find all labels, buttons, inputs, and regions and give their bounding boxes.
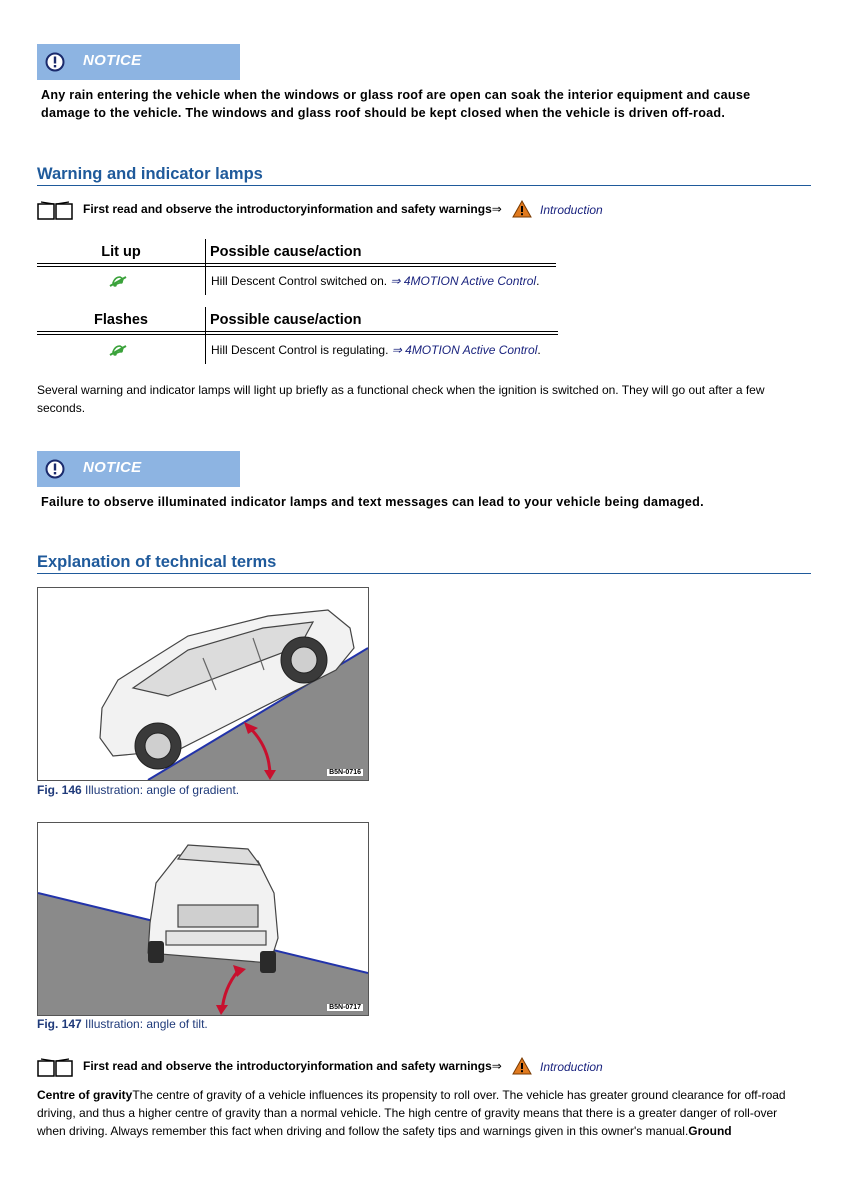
table-header-lit-up: Lit up [101,244,141,260]
section-heading: Warning and indicator lamps [37,164,811,186]
exclamation-circle-icon [45,52,65,72]
cell-end: . [536,274,540,288]
arrow-glyph: ⇒ [390,274,404,288]
table-rule [37,331,558,332]
figure-caption-text: Illustration: angle of gradient. [81,783,240,797]
section-heading: Explanation of technical terms [37,552,811,574]
figure-code: B5N-0716 [326,768,364,777]
tilt-illustration [38,823,368,1015]
book-icon [37,1058,73,1078]
notice-banner [37,451,240,487]
cell-end: . [537,343,541,357]
table-cell-cause [211,274,539,288]
hill-descent-icon [108,272,128,290]
read-first-text [83,202,502,216]
table-rule [37,263,556,264]
cell-text: Hill Descent Control switched on. [211,274,391,288]
exclamation-circle-icon [45,459,65,479]
arrow-glyph: ⇒ [391,343,406,357]
cell-text: Hill Descent Control is regulating. [211,343,392,357]
term-centre-of-gravity: Centre of gravity [37,1088,133,1102]
read-first-line [37,1057,737,1079]
figure-caption [37,783,239,797]
notice-text: Failure to observe illuminated indicator lamps and text messages can lead to your vehicle being damaged. [41,495,704,509]
read-first-label: First read and observe the introductoryinformation and safety warnings [83,1059,492,1073]
4motion-link[interactable]: 4MOTION Active Control [403,274,537,288]
term-ground: Ground [688,1124,732,1138]
notice-text: Any rain entering the vehicle when the windows or glass roof are open can soak the interior equipment and cause damage to the vehicle. The windows and glass roof should be kept closed when the vehicle is driven off-road. [41,88,751,120]
read-first-label: First read and observe the introductoryinformation and safety warnings [83,202,492,216]
figure-angle-of-tilt [37,822,369,1016]
suv-front-view [148,845,278,963]
figure-code: B5N-0717 [326,1003,364,1012]
gradient-illustration [38,588,368,780]
figure-caption-text: Illustration: angle of tilt. [81,1017,208,1031]
book-icon [37,201,73,221]
table-header-cause: Possible cause/action [210,312,362,328]
read-first-line [37,200,737,222]
body-paragraph: Several warning and indicator lamps will light up briefly as a functional check when the ignition is switched on. They will go out after a few seconds. [37,383,765,415]
figure-number: Fig. 147 [37,1017,82,1031]
paragraph-text: The centre of gravity of a vehicle influences its propensity to roll over. The vehicle has greater ground clearance for off-road driving, and thus a higher centre of gravity than a normal vehicle. The high centre of gravity means that there is a greater danger of roll-over when driving. Always remember this fact when driving and follow the safety tips and warnings given in this owner's manual. [37,1088,786,1138]
warning-triangle-icon [512,200,532,218]
introduction-link[interactable]: Introduction [540,203,603,217]
table-rule [37,334,558,335]
figure-caption [37,1017,208,1031]
table-header-flashes: Flashes [94,312,148,328]
hill-descent-icon [108,341,128,359]
figure-number: Fig. 146 [37,783,82,797]
table-rule [37,266,556,267]
notice-banner [37,44,240,80]
notice-label: NOTICE [83,459,142,476]
table-cell-cause [211,343,541,357]
figure-angle-of-gradient [37,587,369,781]
read-first-text [83,1059,502,1073]
table-header-cause: Possible cause/action [210,244,362,260]
warning-triangle-icon [512,1057,532,1075]
arrow-glyph: ⇒ [491,202,502,216]
introduction-link[interactable]: Introduction [540,1060,603,1074]
table-divider [205,239,206,295]
4motion-link[interactable]: 4MOTION Active Control [405,343,538,357]
table-divider [205,307,206,364]
notice-label: NOTICE [83,52,142,69]
arrow-glyph: ⇒ [491,1059,502,1073]
body-paragraph [37,1086,807,1140]
